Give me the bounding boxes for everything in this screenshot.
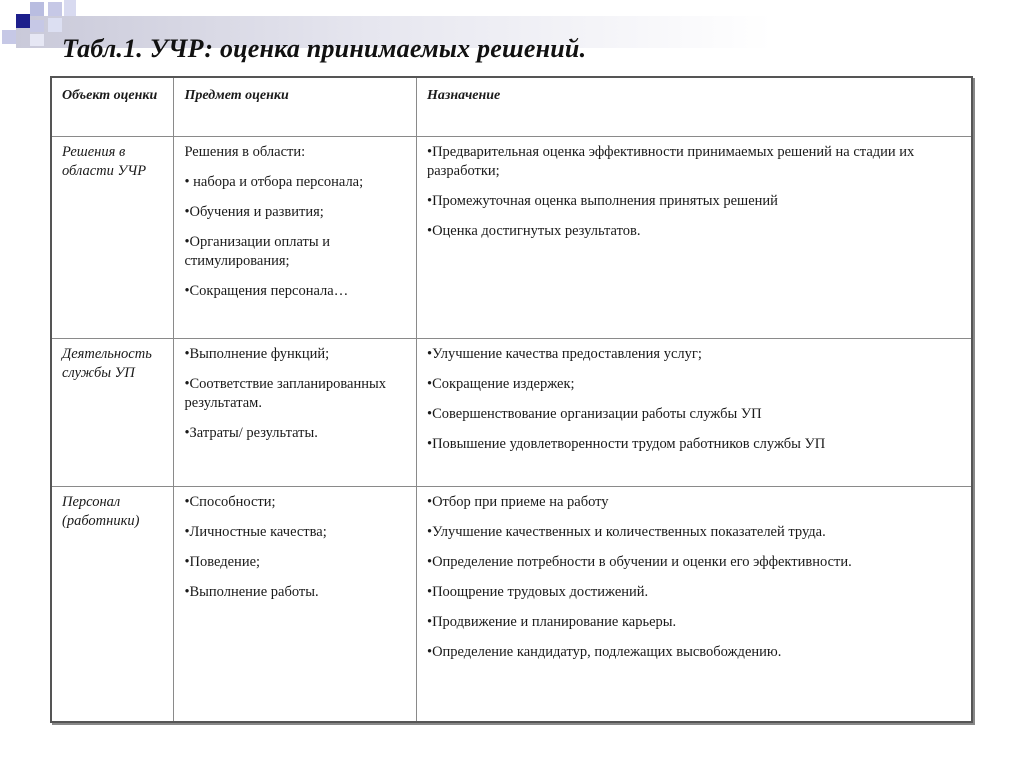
list-item: •Оценка достигнутых результатов. <box>427 223 641 239</box>
row-purpose <box>417 487 973 723</box>
list-item: •Соответствие запланированных результатам. <box>184 376 387 411</box>
list-item: •Сокращение издержек; <box>427 376 575 392</box>
list-item: •Обучения и развития; <box>184 204 324 220</box>
decor-square <box>30 34 44 46</box>
list-item: •Продвижение и планирование карьеры. <box>427 614 677 630</box>
decor-square <box>48 18 62 32</box>
row-object: Деятельность службы УП <box>51 339 174 487</box>
list-item: •Способности; <box>184 494 276 510</box>
row-subject <box>174 137 417 339</box>
list-item: •Промежуточная оценка выполнения принятых решений <box>427 193 778 209</box>
table-row <box>51 137 972 339</box>
row-subject <box>174 487 417 723</box>
list-item: •Улучшение качественных и количественных показателей труда. <box>427 524 826 540</box>
decor-square <box>30 20 44 32</box>
table-row <box>51 339 972 487</box>
list-item: •Совершенствование организации работы службы УП <box>427 406 762 422</box>
list-item: •Выполнение работы. <box>184 584 319 600</box>
row-subject <box>174 339 417 487</box>
list-item: •Определение кандидатур, подлежащих высвобождению. <box>427 644 782 660</box>
decor-square <box>64 0 76 16</box>
row-object: Решения в области УЧР <box>51 137 174 339</box>
slide-title: Табл.1. УЧР: оценка принимаемых решений. <box>62 34 587 63</box>
evaluation-table <box>50 76 973 723</box>
list-item: •Поведение; <box>184 554 261 570</box>
list-item: •Организации оплаты и стимулирования; <box>184 234 330 269</box>
list-item: •Личностные качества; <box>184 524 327 540</box>
decor-square-dark <box>16 14 30 28</box>
list-item: •Повышение удовлетворенности трудом работников службы УП <box>427 436 826 452</box>
decor-square <box>2 30 16 44</box>
row-object: Персонал (работники) <box>51 487 174 723</box>
list-item: •Определение потребности в обучении и оценки его эффективности. <box>427 554 852 570</box>
decor-square <box>48 2 62 16</box>
list-item: Решения в области: <box>184 144 306 160</box>
list-item: •Улучшение качества предоставления услуг; <box>427 346 702 362</box>
row-purpose <box>417 137 973 339</box>
decor-square <box>30 2 44 16</box>
list-item: •Отбор при приеме на работу <box>427 494 609 510</box>
header-purpose: Назначение <box>417 77 973 137</box>
list-item: •Предварительная оценка эффективности принимаемых решений на стадии их разработки; <box>427 144 915 179</box>
list-item: •Сокращения персонала… <box>184 283 349 299</box>
list-item: •Затраты/ результаты. <box>184 425 318 441</box>
list-item: • набора и отбора персонала; <box>184 174 364 190</box>
table-header-row <box>51 77 972 137</box>
header-subject: Предмет оценки <box>174 77 417 137</box>
header-object: Объект оценки <box>51 77 174 137</box>
table-row <box>51 487 972 723</box>
row-purpose <box>417 339 973 487</box>
list-item: •Поощрение трудовых достижений. <box>427 584 649 600</box>
list-item: •Выполнение функций; <box>184 346 330 362</box>
